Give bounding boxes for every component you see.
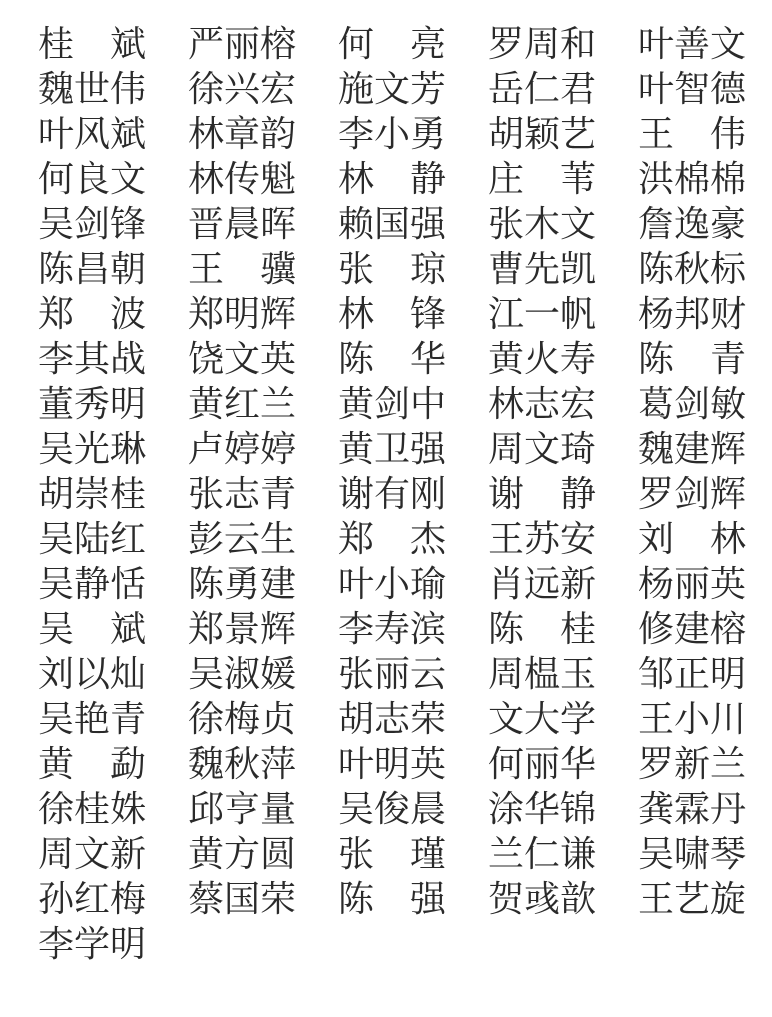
name-entry: 张木文 xyxy=(488,204,597,245)
name-entry: 张志青 xyxy=(188,474,297,515)
name-entry: 徐桂姝 xyxy=(38,789,147,830)
name-entry: 张 瑾 xyxy=(338,834,447,875)
name-entry: 吴啸琴 xyxy=(638,834,747,875)
name-entry: 詹逸豪 xyxy=(638,204,747,245)
name-entry: 林传魁 xyxy=(188,159,297,200)
name-entry: 何 亮 xyxy=(338,24,447,65)
name-entry: 吴淑媛 xyxy=(188,654,297,695)
name-entry: 庄 苇 xyxy=(488,159,597,200)
name-entry: 陈 华 xyxy=(338,339,447,380)
name-entry: 贺彧歆 xyxy=(488,879,597,920)
name-entry: 魏秋萍 xyxy=(188,744,297,785)
name-entry: 周文新 xyxy=(38,834,147,875)
name-entry: 王 伟 xyxy=(638,114,747,155)
name-entry: 龚霖丹 xyxy=(638,789,747,830)
name-entry: 王 骥 xyxy=(188,249,297,290)
name-entry: 桂 斌 xyxy=(38,24,147,65)
name-entry: 吴 斌 xyxy=(38,609,147,650)
name-entry: 林 静 xyxy=(338,159,447,200)
name-entry: 吴俊晨 xyxy=(338,789,447,830)
name-entry: 吴剑锋 xyxy=(38,204,147,245)
name-entry: 何丽华 xyxy=(488,744,597,785)
name-entry: 赖国强 xyxy=(338,204,447,245)
name-entry: 胡志荣 xyxy=(338,699,447,740)
name-entry: 邹正明 xyxy=(638,654,747,695)
name-entry: 黄方圆 xyxy=(188,834,297,875)
name-entry: 何良文 xyxy=(38,159,147,200)
name-entry: 张丽云 xyxy=(338,654,447,695)
name-entry: 饶文英 xyxy=(188,339,297,380)
name-entry: 林章韵 xyxy=(188,114,297,155)
name-entry: 叶小瑜 xyxy=(338,564,447,605)
name-entry: 罗剑辉 xyxy=(638,474,747,515)
name-entry: 谢有刚 xyxy=(338,474,447,515)
name-entry: 刘以灿 xyxy=(38,654,147,695)
name-entry: 周榅玉 xyxy=(488,654,597,695)
name-entry: 陈昌朝 xyxy=(38,249,147,290)
name-entry: 黄卫强 xyxy=(338,429,447,470)
name-entry: 杨丽英 xyxy=(638,564,747,605)
name-entry: 陈 桂 xyxy=(488,609,597,650)
name-entry: 徐兴宏 xyxy=(188,69,297,110)
name-entry: 郑景辉 xyxy=(188,609,297,650)
name-entry: 兰仁谦 xyxy=(488,834,597,875)
name-entry: 葛剑敏 xyxy=(638,384,747,425)
name-entry: 黄火寿 xyxy=(488,339,597,380)
name-entry: 李小勇 xyxy=(338,114,447,155)
name-entry: 王艺旋 xyxy=(638,879,747,920)
name-entry: 吴艳青 xyxy=(38,699,147,740)
name-entry: 曹先凯 xyxy=(488,249,597,290)
name-entry: 洪棉棉 xyxy=(638,159,747,200)
name-entry: 魏世伟 xyxy=(38,69,147,110)
name-entry: 陈 强 xyxy=(338,879,447,920)
name-entry: 修建榕 xyxy=(638,609,747,650)
name-entry: 涂华锦 xyxy=(488,789,597,830)
name-entry: 郑明辉 xyxy=(188,294,297,335)
name-entry: 吴光琳 xyxy=(38,429,147,470)
name-entry: 叶风斌 xyxy=(38,114,147,155)
name-entry: 林志宏 xyxy=(488,384,597,425)
name-entry: 江一帆 xyxy=(488,294,597,335)
name-entry: 林 锋 xyxy=(338,294,447,335)
name-entry: 胡崇桂 xyxy=(38,474,147,515)
name-entry: 谢 静 xyxy=(488,474,597,515)
name-entry: 孙红梅 xyxy=(38,879,147,920)
name-entry: 王小川 xyxy=(638,699,747,740)
name-entry: 杨邦财 xyxy=(638,294,747,335)
name-entry: 刘 林 xyxy=(638,519,747,560)
name-entry: 周文琦 xyxy=(488,429,597,470)
name-entry: 罗新兰 xyxy=(638,744,747,785)
name-entry: 肖远新 xyxy=(488,564,597,605)
name-entry: 李学明 xyxy=(38,924,147,965)
name-entry: 晋晨晖 xyxy=(188,204,297,245)
name-entry: 彭云生 xyxy=(188,519,297,560)
name-entry: 胡颖艺 xyxy=(488,114,597,155)
name-entry: 文大学 xyxy=(488,699,597,740)
name-entry: 徐梅贞 xyxy=(188,699,297,740)
name-entry: 施文芳 xyxy=(338,69,447,110)
name-entry: 叶明英 xyxy=(338,744,447,785)
name-entry: 王苏安 xyxy=(488,519,597,560)
name-entry: 陈勇建 xyxy=(188,564,297,605)
name-entry: 蔡国荣 xyxy=(188,879,297,920)
name-entry: 郑 杰 xyxy=(338,519,447,560)
name-entry: 黄红兰 xyxy=(188,384,297,425)
name-entry: 李寿滨 xyxy=(338,609,447,650)
name-entry: 郑 波 xyxy=(38,294,147,335)
name-entry: 陈秋标 xyxy=(638,249,747,290)
name-list-grid xyxy=(38,22,758,967)
name-entry: 叶善文 xyxy=(638,24,747,65)
name-entry: 严丽榕 xyxy=(188,24,297,65)
name-entry: 黄剑中 xyxy=(338,384,447,425)
name-entry: 吴陆红 xyxy=(38,519,147,560)
name-entry: 岳仁君 xyxy=(488,69,597,110)
name-entry: 陈 青 xyxy=(638,339,747,380)
name-entry: 吴静恬 xyxy=(38,564,147,605)
name-entry: 邱亨量 xyxy=(188,789,297,830)
name-entry: 董秀明 xyxy=(38,384,147,425)
name-entry: 李其战 xyxy=(38,339,147,380)
name-entry: 罗周和 xyxy=(488,24,597,65)
name-entry: 魏建辉 xyxy=(638,429,747,470)
name-entry: 张 琼 xyxy=(338,249,447,290)
name-entry: 卢婷婷 xyxy=(188,429,297,470)
name-entry: 叶智德 xyxy=(638,69,747,110)
name-entry: 黄 勐 xyxy=(38,744,147,785)
